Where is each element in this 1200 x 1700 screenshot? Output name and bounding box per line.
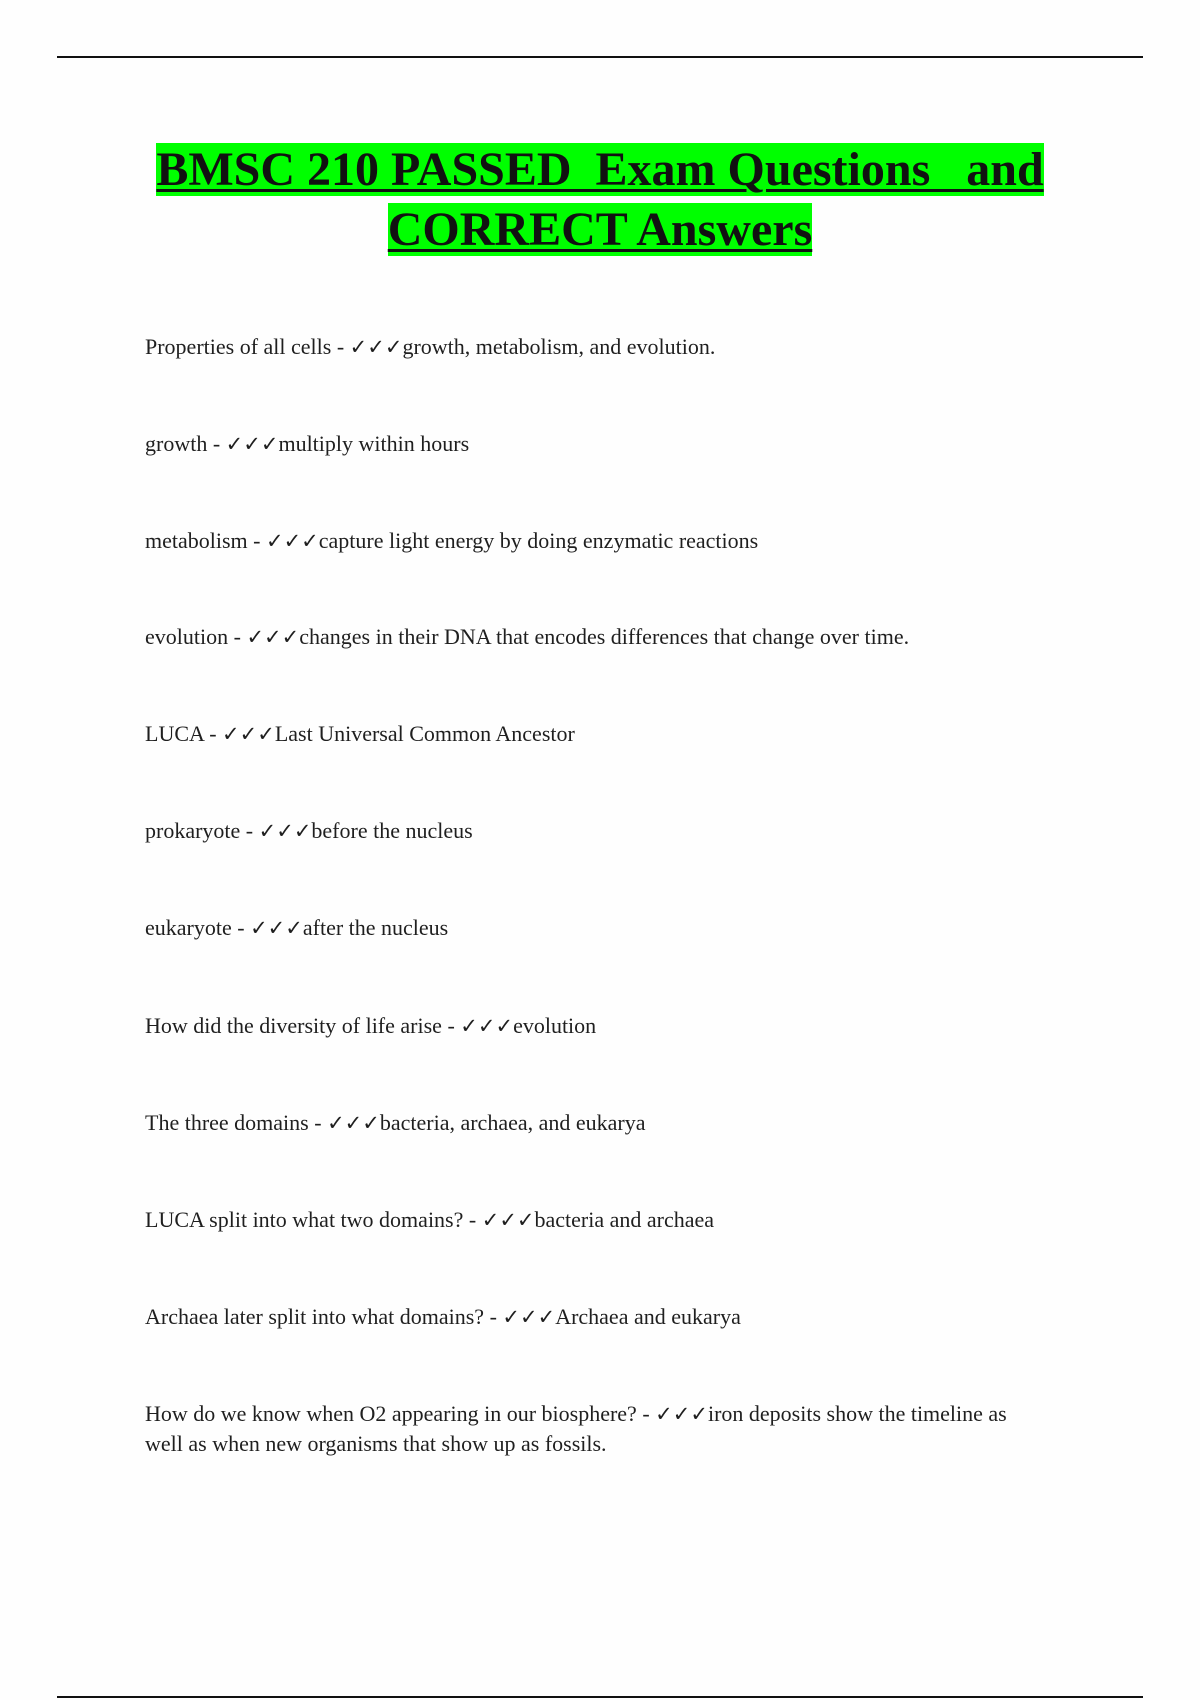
checkmark-icon: ✓✓✓ [225, 432, 279, 456]
qa-term: metabolism [145, 528, 248, 553]
qa-separator: - [240, 818, 259, 843]
qa-answer: multiply within hours [278, 431, 470, 456]
qa-entry [145, 913, 1025, 943]
qa-separator: - [207, 431, 226, 456]
top-rule [57, 56, 1143, 58]
qa-separator: - [228, 624, 247, 649]
qa-separator: - [463, 1207, 482, 1232]
qa-entry [145, 816, 1025, 846]
qa-entry [145, 526, 1025, 556]
qa-term: How do we know when O2 appearing in our biosphere? [145, 1401, 637, 1426]
qa-separator: - [484, 1304, 503, 1329]
bottom-rule [57, 1696, 1143, 1698]
qa-separator: - [331, 334, 350, 359]
qa-answer: Archaea and eukarya [555, 1304, 741, 1329]
qa-term: Archaea later split into what domains? [145, 1304, 485, 1329]
qa-separator: - [231, 915, 251, 940]
qa-entry [145, 1011, 1025, 1041]
qa-term: LUCA split into what two domains? [145, 1207, 464, 1232]
qa-separator: - [636, 1401, 656, 1426]
title-line-1: BMSC 210 PASSED Exam Questions and [156, 143, 1044, 196]
qa-entry [145, 429, 1025, 459]
qa-term: evolution [145, 624, 229, 649]
qa-separator: - [247, 528, 266, 553]
qa-term: eukaryote [145, 915, 232, 940]
qa-answer: capture light energy by doing enzymatic reactions [318, 528, 759, 553]
qa-entry [145, 1205, 1025, 1235]
qa-entry [145, 1399, 1025, 1459]
qa-answer: bacteria, archaea, and eukarya [379, 1110, 646, 1135]
qa-answer: growth, metabolism, and evolution. [402, 334, 716, 359]
qa-answer: Last Universal Common Ancestor [274, 721, 575, 746]
checkmark-icon: ✓✓✓ [481, 1208, 535, 1232]
qa-separator: - [308, 1110, 328, 1135]
qa-entry [145, 332, 1025, 362]
checkmark-icon: ✓✓✓ [460, 1014, 514, 1038]
checkmark-icon: ✓✓✓ [655, 1402, 708, 1426]
qa-answer: bacteria and archaea [534, 1207, 715, 1232]
qa-term: How did the diversity of life arise [145, 1013, 442, 1038]
qa-separator: - [441, 1013, 461, 1038]
qa-answer: iron deposits show the timeline as well as when new organisms that show up as fossils. [145, 1401, 1007, 1456]
checkmark-icon: ✓✓✓ [265, 529, 319, 553]
qa-term: The three domains [145, 1110, 309, 1135]
qa-entry [145, 622, 1025, 652]
checkmark-icon: ✓✓✓ [250, 916, 303, 940]
qa-term: LUCA [145, 721, 204, 746]
qa-separator: - [203, 721, 223, 746]
qa-term: prokaryote [145, 818, 241, 843]
checkmark-icon: ✓✓✓ [246, 625, 300, 649]
checkmark-icon: ✓✓✓ [502, 1305, 556, 1329]
checkmark-icon: ✓✓✓ [327, 1111, 380, 1135]
document-title [57, 140, 1143, 260]
qa-entry [145, 1302, 1025, 1332]
checkmark-icon: ✓✓✓ [349, 335, 403, 359]
qa-answer: evolution [513, 1013, 597, 1038]
title-line-2: CORRECT Answers [387, 203, 813, 256]
qa-answer: before the nucleus [311, 818, 473, 843]
checkmark-icon: ✓✓✓ [258, 819, 312, 843]
qa-answer: changes in their DNA that encodes differences that change over time. [299, 624, 910, 649]
qa-term: Properties of all cells [145, 334, 332, 359]
qa-term: growth [145, 431, 208, 456]
qa-entry [145, 1108, 1025, 1138]
checkmark-icon: ✓✓✓ [222, 722, 275, 746]
qa-answer: after the nucleus [302, 915, 449, 940]
qa-entry [145, 719, 1025, 749]
